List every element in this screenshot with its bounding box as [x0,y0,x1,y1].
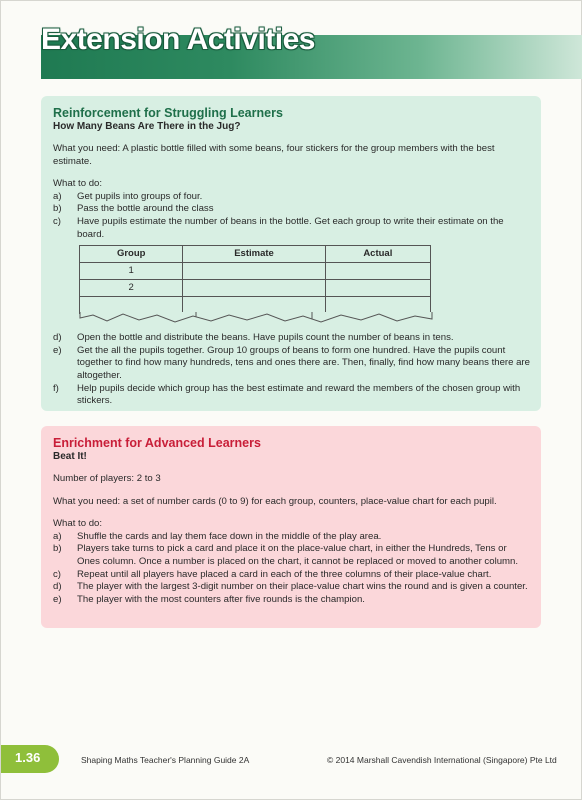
step-item [53,345,531,383]
enrichment-box [41,426,541,628]
book-title: Shaping Maths Teacher's Planning Guide 2A [81,755,250,765]
estimate-table-wrap [79,245,433,324]
step-text: The player with the most counters after five rounds is the champion. [77,593,365,605]
table-row [80,297,431,314]
reinforcement-what-to-do: What to do: [53,178,103,190]
table-cell [183,263,325,280]
table-cell: 2 [80,280,183,297]
table-cell [183,280,325,297]
step-letter: a) [53,530,62,542]
step-text: Pass the bottle around the class [77,203,214,215]
step-letter: d) [53,581,62,593]
enrichment-subtitle: Beat It! [53,451,87,462]
table-cell [325,263,430,280]
page-number: 1.36 [15,750,41,765]
copyright-notice: © 2014 Marshall Cavendish International (Singapore) Pte Ltd [327,755,557,765]
reinforcement-title: Reinforcement for Struggling Learners [53,106,283,120]
enrichment-players: Number of players: 2 to 3 [53,473,161,484]
estimate-table [79,245,431,314]
step-text: Open the bottle and distribute the beans. Have pupils count the number of beans in tens. [77,332,454,344]
table-row [80,263,431,280]
table-cell [325,280,430,297]
table-header: Group [80,246,183,263]
step-letter: b) [53,543,62,555]
step-item [53,581,531,594]
enrichment-what-to-do: What to do: [53,518,103,530]
step-item [53,216,531,241]
enrichment-title: Enrichment for Advanced Learners [53,436,261,450]
table-header-row [80,246,431,263]
step-item [53,203,531,216]
step-text: The player with the largest 3-digit number on their place-value chart wins the round and is given a counter. [77,581,528,593]
step-letter: c) [53,215,61,227]
step-letter: e) [53,344,62,356]
step-text: Repeat until all players have placed a card in each of the three columns of their place-value chart. [77,568,492,580]
step-letter: f) [53,382,59,394]
step-letter: e) [53,593,62,605]
step-text: Players take turns to pick a card and place it on the place-value chart, in either the Hundreds, Tens or Ones column. Once a number is placed on the chart, it cannot be replaced or moved to another column. [77,543,519,567]
torn-edge-graphic [79,312,433,324]
step-text: Get pupils into groups of four. [77,190,203,202]
reinforcement-what-you-need: What you need: A plastic bottle filled with some beans, four stickers for the group members with the best estimate. [53,143,495,167]
step-item [53,191,531,204]
step-item [53,332,531,345]
step-item [53,543,531,568]
table-header: Estimate [183,246,325,263]
table-cell [325,297,430,314]
table-header: Actual [325,246,430,263]
table-row [80,280,431,297]
step-text: Help pupils decide which group has the best estimate and reward the members of the chosen group with stickers. [77,382,521,407]
step-letter: d) [53,332,62,344]
step-text: Shuffle the cards and lay them face down in the middle of the play area. [77,530,382,542]
reinforcement-subtitle: How Many Beans Are There in the Jug? [53,121,241,132]
table-cell [80,297,183,314]
step-text: Get the all the pupils together. Group 10 groups of beans to form one hundred. Have the pupils count together to find how many hundreds, tens and ones there are. Then, finally, find how many beans there are altogether. [77,344,530,381]
step-item [53,531,531,544]
step-item [53,383,531,408]
step-text: Have pupils estimate the number of beans in the bottle. Get each group to write their estimate on the board. [77,215,504,240]
step-letter: c) [53,568,61,580]
table-cell: 1 [80,263,183,280]
step-item [53,594,531,607]
step-letter: a) [53,190,62,202]
step-letter: b) [53,203,62,215]
table-cell [183,297,325,314]
enrichment-what-you-need: What you need: a set of number cards (0 to 9) for each group, counters, place-value chart for each pupil. [53,495,497,507]
reinforcement-box [41,96,541,411]
step-item [53,569,531,582]
page-title: Extension Activities [41,23,315,56]
